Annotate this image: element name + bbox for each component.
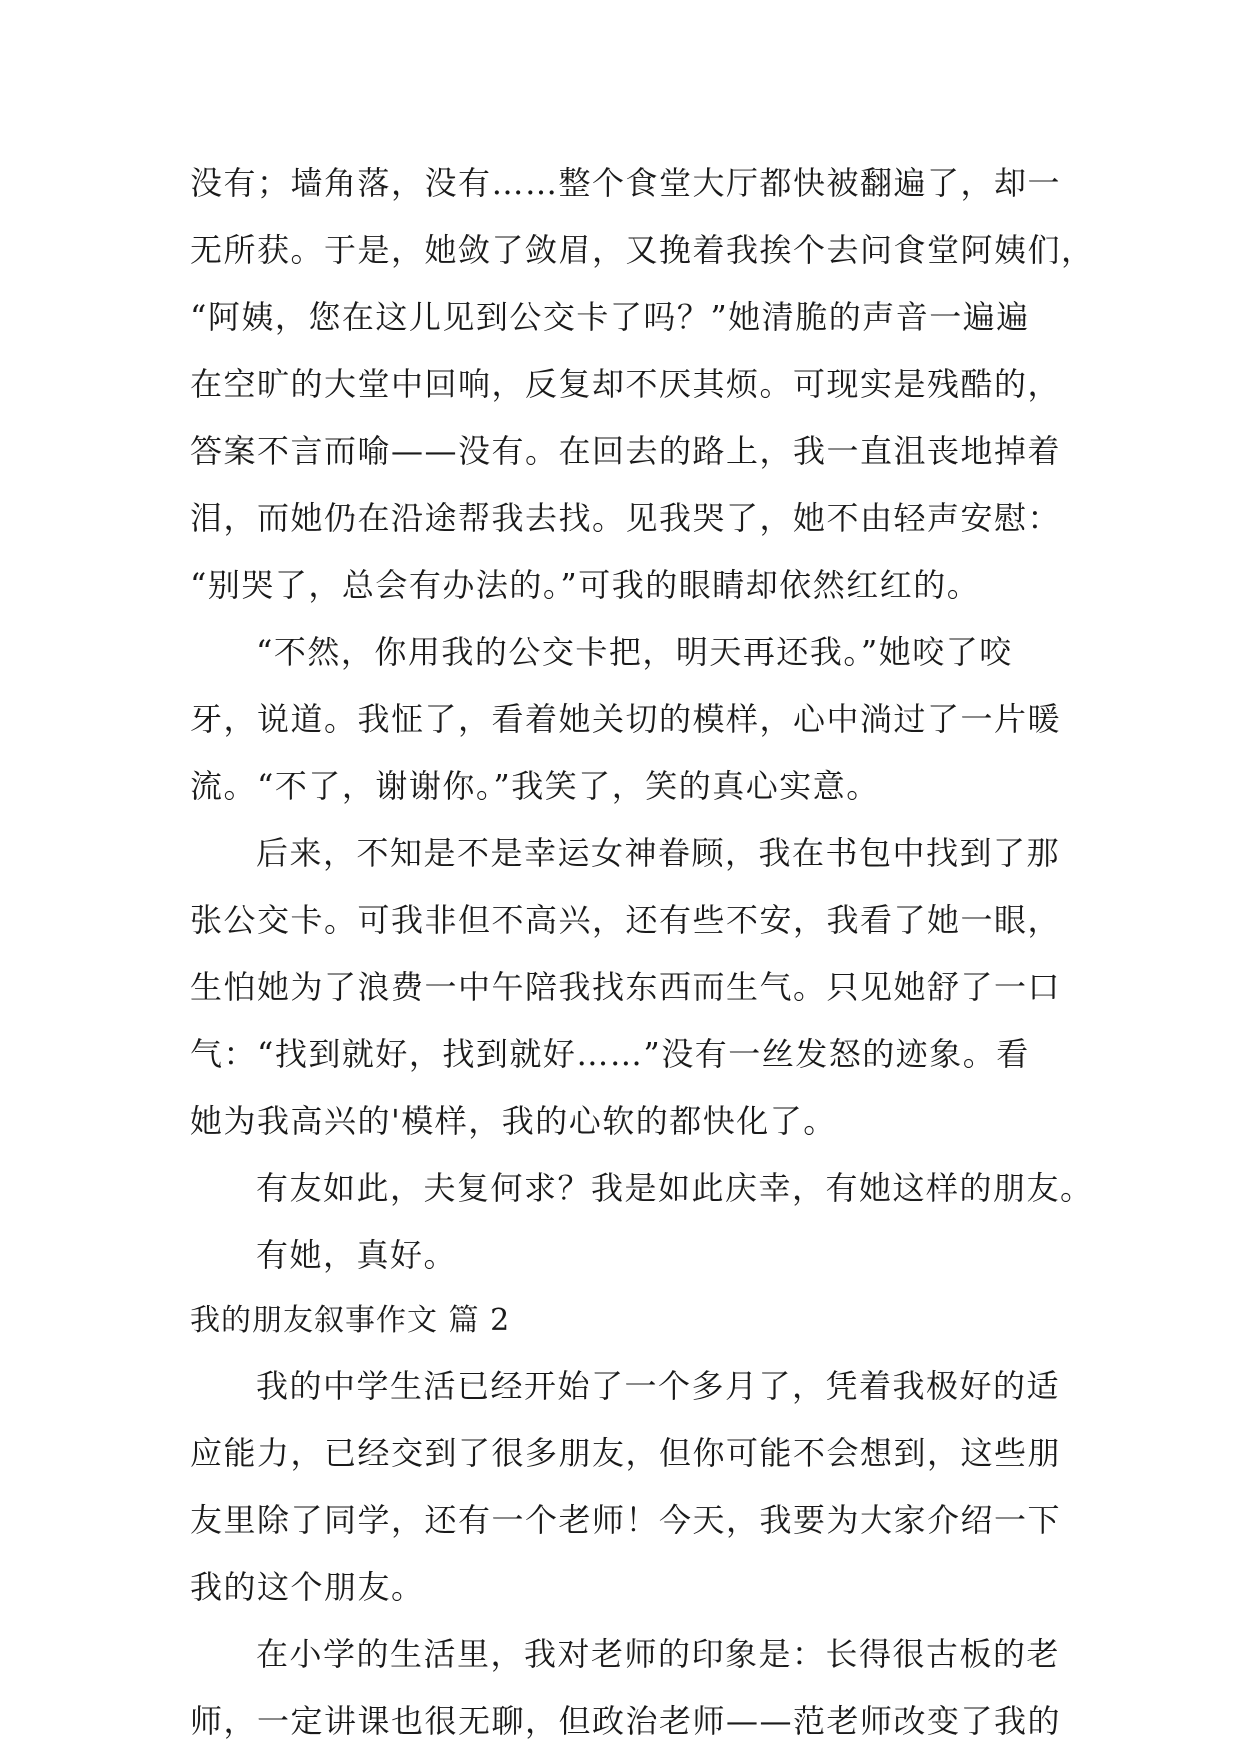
text-line: 师，一定讲课也很无聊，但政治老师——范老师改变了我的: [190, 1702, 1062, 1740]
text-line: 无所获。于是，她敛了敛眉，又挽着我挨个去问食堂阿姨们，: [190, 231, 1095, 269]
text-line: 在空旷的大堂中回响，反复却不厌其烦。可现实是残酷的，: [190, 365, 1062, 403]
text-line: 张公交卡。可我非但不高兴，还有些不安，我看了她一眼，: [190, 901, 1062, 939]
text-line: “阿姨，您在这儿见到公交卡了吗？”她清脆的声音一遍遍: [190, 298, 1030, 336]
text-line: 没有；墙角落，没有……整个食堂大厅都快被翻遍了，却一: [190, 164, 1062, 202]
section-title: 我的朋友叙事作文 篇 2: [190, 1303, 511, 1338]
text-line: 牙，说道。我怔了，看着她关切的模样，心中淌过了一片暖: [190, 700, 1062, 738]
text-line: 气：“找到就好，找到就好……”没有一丝发怒的迹象。看: [190, 1035, 1030, 1073]
text-line: “别哭了，总会有办法的。”可我的眼睛却依然红红的。: [190, 566, 981, 604]
text-line: 我的这个朋友。: [190, 1568, 425, 1606]
text-line: 答案不言而喻——没有。在回去的路上，我一直沮丧地掉着: [190, 432, 1062, 470]
paragraph-start-line: 我的中学生活已经开始了一个多月了，凭着我极好的适: [256, 1367, 1061, 1405]
paragraph-start-line: 在小学的生活里，我对老师的印象是：长得很古板的老: [256, 1635, 1061, 1673]
paragraph-start-line: “不然，你用我的公交卡把，明天再还我。”她咬了咬: [256, 633, 1013, 671]
paragraph-start-line: 后来，不知是不是幸运女神眷顾，我在书包中找到了那: [256, 834, 1061, 872]
paragraph-start-line: 有友如此，夫复何求？我是如此庆幸，有她这样的朋友。: [256, 1169, 1094, 1207]
document-body: [190, 150, 1095, 1755]
paragraph-start-line: 有她，真好。: [256, 1236, 458, 1274]
text-line: 生怕她为了浪费一中午陪我找东西而生气。只见她舒了一口: [190, 968, 1062, 1006]
text-line: 泪，而她仍在沿途帮我去找。见我哭了，她不由轻声安慰：: [190, 499, 1062, 537]
text-line: 流。“不了，谢谢你。”我笑了，笑的真心实意。: [190, 767, 880, 805]
text-line: 友里除了同学，还有一个老师！今天，我要为大家介绍一下: [190, 1501, 1062, 1539]
text-line: 应能力，已经交到了很多朋友，但你可能不会想到，这些朋: [190, 1434, 1062, 1472]
text-line: 她为我高兴的'模样，我的心软的都快化了。: [190, 1102, 837, 1140]
